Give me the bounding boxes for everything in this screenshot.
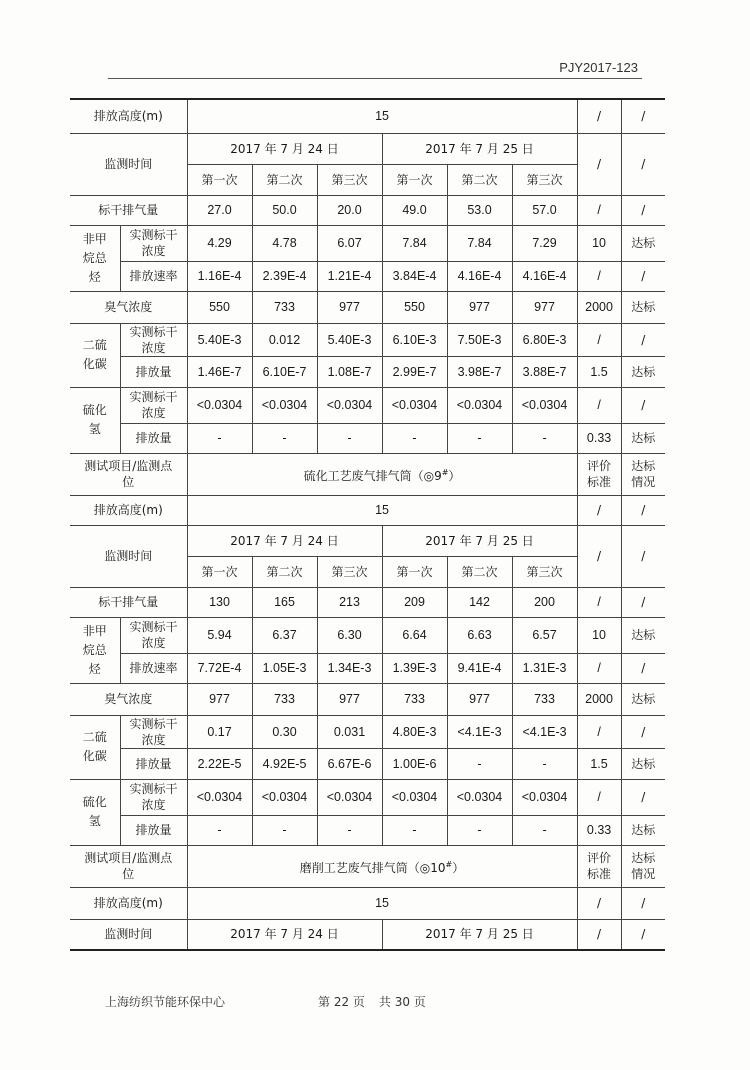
document-code: PJY2017-123 <box>559 60 638 75</box>
odor-value: 977 <box>447 683 512 715</box>
cs2-conc-value: <4.1E-3 <box>447 715 512 748</box>
monitoring-point-mark: # <box>445 859 453 869</box>
odor-value: 977 <box>317 683 382 715</box>
std-dry-flow-value: 142 <box>447 587 512 617</box>
std-dry-flow-label: 标干排气量 <box>70 587 187 617</box>
table-row <box>70 99 665 133</box>
std-dry-flow-value: 20.0 <box>317 195 382 225</box>
nmhc-conc-label: 实测标干浓度 <box>120 225 187 261</box>
cs2-amount-value: - <box>512 748 577 779</box>
cs2-conc-label: 实测标干浓度 <box>120 715 187 748</box>
nmhc-conc-standard: 10 <box>577 617 621 653</box>
odor-value: 733 <box>252 291 317 323</box>
sample-label: 第一次 <box>382 556 447 587</box>
h2s-conc-value: <0.0304 <box>252 779 317 815</box>
nmhc-rate-value: 1.31E-3 <box>512 653 577 683</box>
nmhc-rate-label: 排放速率 <box>120 261 187 291</box>
h2s-conc-value: <0.0304 <box>252 387 317 423</box>
test-item-label: 测试项目/监测点位 <box>70 845 187 887</box>
sample-label: 第三次 <box>512 164 577 195</box>
emission-height-value: 15 <box>187 99 577 133</box>
h2s-amount-value: - <box>512 815 577 845</box>
h2s-amount-value: - <box>252 423 317 453</box>
emission-height-result: / <box>621 99 665 133</box>
test-item-label: 测试项目/监测点位 <box>70 453 187 495</box>
std-dry-flow-result: / <box>621 587 665 617</box>
std-dry-flow-value: 50.0 <box>252 195 317 225</box>
eval-standard-label: 评价标准 <box>577 845 621 887</box>
h2s-conc-value: <0.0304 <box>382 779 447 815</box>
nmhc-rate-value: 1.34E-3 <box>317 653 382 683</box>
cs2-amount-value: 6.67E-6 <box>317 748 382 779</box>
cs2-conc-value: 5.40E-3 <box>317 323 382 356</box>
table-row <box>70 525 665 556</box>
odor-standard: 2000 <box>577 683 621 715</box>
odor-label: 臭气浓度 <box>70 291 187 323</box>
footer-organization: 上海纺织节能环保中心 <box>105 995 226 1009</box>
h2s-amount-result: 达标 <box>621 815 665 845</box>
monitoring-point-name: 磨削工艺废气排气筒（◎10 <box>299 860 446 875</box>
cs2-amount-standard: 1.5 <box>577 748 621 779</box>
footer-page-current: 第 22 页 <box>318 995 365 1009</box>
nmhc-rate-value: 1.39E-3 <box>382 653 447 683</box>
nmhc-label: 非甲烷总烃 <box>70 225 120 291</box>
emission-height-standard: / <box>577 495 621 525</box>
table-row <box>70 919 665 950</box>
table-row <box>70 815 665 845</box>
table-row <box>70 356 665 387</box>
cs2-amount-value: - <box>447 748 512 779</box>
std-dry-flow-value: 27.0 <box>187 195 252 225</box>
sample-label: 第一次 <box>187 556 252 587</box>
h2s-amount-standard: 0.33 <box>577 423 621 453</box>
h2s-conc-value: <0.0304 <box>317 387 382 423</box>
eval-standard-label: 评价标准 <box>577 453 621 495</box>
cs2-amount-label: 排放量 <box>120 748 187 779</box>
cs2-conc-value: 6.80E-3 <box>512 323 577 356</box>
cs2-amount-value: 3.88E-7 <box>512 356 577 387</box>
h2s-amount-value: - <box>317 815 382 845</box>
monitor-date-1: 2017 年 7 月 24 日 <box>187 133 382 164</box>
monitoring-point-title <box>187 845 577 887</box>
cs2-label: 二硫化碳 <box>70 323 120 387</box>
nmhc-rate-standard: / <box>577 653 621 683</box>
h2s-amount-value: - <box>252 815 317 845</box>
std-dry-flow-value: 165 <box>252 587 317 617</box>
sample-label: 第一次 <box>382 164 447 195</box>
monitor-time-result: / <box>621 133 665 195</box>
table-row <box>70 453 665 495</box>
std-dry-flow-value: 209 <box>382 587 447 617</box>
emission-height-value: 15 <box>187 495 577 525</box>
cs2-amount-standard: 1.5 <box>577 356 621 387</box>
nmhc-conc-value: 7.84 <box>447 225 512 261</box>
table-row <box>70 748 665 779</box>
nmhc-rate-value: 1.05E-3 <box>252 653 317 683</box>
cs2-amount-result: 达标 <box>621 748 665 779</box>
footer-page-total: 共 30 页 <box>378 995 426 1009</box>
h2s-conc-value: <0.0304 <box>187 387 252 423</box>
odor-label: 臭气浓度 <box>70 683 187 715</box>
nmhc-rate-value: 3.84E-4 <box>382 261 447 291</box>
sample-label: 第三次 <box>512 556 577 587</box>
cs2-conc-result: / <box>621 715 665 748</box>
std-dry-flow-standard: / <box>577 587 621 617</box>
nmhc-conc-value: 4.78 <box>252 225 317 261</box>
h2s-conc-value: <0.0304 <box>447 387 512 423</box>
nmhc-rate-standard: / <box>577 261 621 291</box>
h2s-amount-label: 排放量 <box>120 423 187 453</box>
cs2-amount-value: 3.98E-7 <box>447 356 512 387</box>
odor-value: 977 <box>512 291 577 323</box>
monitor-date-2: 2017 年 7 月 25 日 <box>382 133 577 164</box>
table-row <box>70 653 665 683</box>
monitor-time-standard: / <box>577 919 621 950</box>
cs2-amount-result: 达标 <box>621 356 665 387</box>
odor-result: 达标 <box>621 683 665 715</box>
h2s-conc-label: 实测标干浓度 <box>120 779 187 815</box>
cs2-conc-value: <4.1E-3 <box>512 715 577 748</box>
footer-page-number <box>318 993 440 1010</box>
table-body <box>70 99 665 950</box>
nmhc-label: 非甲烷总烃 <box>70 617 120 683</box>
h2s-conc-result: / <box>621 779 665 815</box>
nmhc-rate-value: 1.21E-4 <box>317 261 382 291</box>
cs2-label: 二硫化碳 <box>70 715 120 779</box>
nmhc-conc-value: 5.94 <box>187 617 252 653</box>
emission-height-label: 排放高度(m) <box>70 887 187 919</box>
sample-label: 第一次 <box>187 164 252 195</box>
nmhc-rate-value: 2.39E-4 <box>252 261 317 291</box>
std-dry-flow-value: 130 <box>187 587 252 617</box>
nmhc-conc-value: 6.64 <box>382 617 447 653</box>
odor-value: 550 <box>382 291 447 323</box>
h2s-conc-value: <0.0304 <box>512 387 577 423</box>
nmhc-conc-result: 达标 <box>621 617 665 653</box>
monitor-date-2: 2017 年 7 月 25 日 <box>382 525 577 556</box>
cs2-amount-value: 1.00E-6 <box>382 748 447 779</box>
h2s-amount-value: - <box>512 423 577 453</box>
nmhc-conc-value: 4.29 <box>187 225 252 261</box>
odor-result: 达标 <box>621 291 665 323</box>
cs2-conc-value: 5.40E-3 <box>187 323 252 356</box>
cs2-conc-value: 4.80E-3 <box>382 715 447 748</box>
h2s-amount-value: - <box>382 815 447 845</box>
table-row <box>70 845 665 887</box>
sample-label: 第三次 <box>317 556 382 587</box>
h2s-label: 硫化氢 <box>70 387 120 453</box>
h2s-amount-value: - <box>187 423 252 453</box>
odor-value: 733 <box>252 683 317 715</box>
compliance-label: 达标情况 <box>621 845 665 887</box>
h2s-amount-value: - <box>317 423 382 453</box>
nmhc-conc-value: 7.84 <box>382 225 447 261</box>
emission-height-result: / <box>621 887 665 919</box>
table-row <box>70 683 665 715</box>
emission-height-standard: / <box>577 887 621 919</box>
odor-value: 550 <box>187 291 252 323</box>
cs2-conc-value: 6.10E-3 <box>382 323 447 356</box>
cs2-conc-standard: / <box>577 323 621 356</box>
sample-label: 第二次 <box>252 164 317 195</box>
h2s-amount-result: 达标 <box>621 423 665 453</box>
h2s-amount-label: 排放量 <box>120 815 187 845</box>
emission-height-value: 15 <box>187 887 577 919</box>
nmhc-rate-result: / <box>621 261 665 291</box>
h2s-conc-label: 实测标干浓度 <box>120 387 187 423</box>
table-row <box>70 587 665 617</box>
odor-value: 977 <box>187 683 252 715</box>
cs2-amount-value: 4.92E-5 <box>252 748 317 779</box>
h2s-amount-value: - <box>447 423 512 453</box>
h2s-amount-value: - <box>382 423 447 453</box>
table-row <box>70 323 665 356</box>
monitoring-point-close: ） <box>448 468 461 483</box>
h2s-conc-result: / <box>621 387 665 423</box>
monitoring-data-table <box>70 98 665 951</box>
table-row <box>70 261 665 291</box>
nmhc-conc-value: 7.29 <box>512 225 577 261</box>
monitor-time-standard: / <box>577 133 621 195</box>
monitor-time-standard: / <box>577 525 621 587</box>
sample-label: 第二次 <box>447 164 512 195</box>
table-row <box>70 291 665 323</box>
cs2-amount-value: 1.46E-7 <box>187 356 252 387</box>
h2s-amount-value: - <box>187 815 252 845</box>
std-dry-flow-value: 200 <box>512 587 577 617</box>
h2s-conc-value: <0.0304 <box>317 779 382 815</box>
nmhc-conc-value: 6.30 <box>317 617 382 653</box>
odor-standard: 2000 <box>577 291 621 323</box>
std-dry-flow-value: 53.0 <box>447 195 512 225</box>
cs2-amount-value: 2.99E-7 <box>382 356 447 387</box>
cs2-conc-value: 0.012 <box>252 323 317 356</box>
nmhc-conc-result: 达标 <box>621 225 665 261</box>
monitor-time-label: 监测时间 <box>70 919 187 950</box>
std-dry-flow-result: / <box>621 195 665 225</box>
std-dry-flow-value: 49.0 <box>382 195 447 225</box>
h2s-conc-value: <0.0304 <box>382 387 447 423</box>
cs2-conc-standard: / <box>577 715 621 748</box>
h2s-label: 硫化氢 <box>70 779 120 845</box>
monitoring-point-title <box>187 453 577 495</box>
compliance-label: 达标情况 <box>621 453 665 495</box>
h2s-amount-standard: 0.33 <box>577 815 621 845</box>
header-rule <box>108 78 642 79</box>
monitor-time-result: / <box>621 525 665 587</box>
monitoring-table-container <box>70 98 665 951</box>
sample-label: 第三次 <box>317 164 382 195</box>
table-row <box>70 779 665 815</box>
std-dry-flow-label: 标干排气量 <box>70 195 187 225</box>
h2s-conc-standard: / <box>577 387 621 423</box>
sample-label: 第二次 <box>252 556 317 587</box>
odor-value: 977 <box>317 291 382 323</box>
emission-height-label: 排放高度(m) <box>70 99 187 133</box>
nmhc-rate-value: 4.16E-4 <box>512 261 577 291</box>
nmhc-rate-label: 排放速率 <box>120 653 187 683</box>
cs2-amount-value: 2.22E-5 <box>187 748 252 779</box>
cs2-amount-value: 6.10E-7 <box>252 356 317 387</box>
monitor-time-label: 监测时间 <box>70 525 187 587</box>
table-row <box>70 423 665 453</box>
monitor-date-1: 2017 年 7 月 24 日 <box>187 919 382 950</box>
std-dry-flow-standard: / <box>577 195 621 225</box>
std-dry-flow-value: 213 <box>317 587 382 617</box>
table-row <box>70 887 665 919</box>
nmhc-rate-result: / <box>621 653 665 683</box>
emission-height-label: 排放高度(m) <box>70 495 187 525</box>
table-row <box>70 617 665 653</box>
h2s-conc-value: <0.0304 <box>447 779 512 815</box>
table-row <box>70 195 665 225</box>
sample-label: 第二次 <box>447 556 512 587</box>
h2s-amount-value: - <box>447 815 512 845</box>
table-row <box>70 495 665 525</box>
monitor-date-2: 2017 年 7 月 25 日 <box>382 919 577 950</box>
cs2-amount-value: 1.08E-7 <box>317 356 382 387</box>
table-row <box>70 387 665 423</box>
emission-height-standard: / <box>577 99 621 133</box>
nmhc-conc-value: 6.07 <box>317 225 382 261</box>
nmhc-rate-value: 1.16E-4 <box>187 261 252 291</box>
emission-height-result: / <box>621 495 665 525</box>
cs2-conc-label: 实测标干浓度 <box>120 323 187 356</box>
cs2-conc-value: 7.50E-3 <box>447 323 512 356</box>
std-dry-flow-value: 57.0 <box>512 195 577 225</box>
h2s-conc-value: <0.0304 <box>187 779 252 815</box>
nmhc-conc-standard: 10 <box>577 225 621 261</box>
h2s-conc-value: <0.0304 <box>512 779 577 815</box>
nmhc-conc-value: 6.37 <box>252 617 317 653</box>
cs2-amount-label: 排放量 <box>120 356 187 387</box>
nmhc-conc-value: 6.57 <box>512 617 577 653</box>
cs2-conc-value: 0.031 <box>317 715 382 748</box>
table-row <box>70 133 665 164</box>
monitoring-point-close: ） <box>452 860 465 875</box>
odor-value: 733 <box>512 683 577 715</box>
nmhc-rate-value: 9.41E-4 <box>447 653 512 683</box>
monitor-time-result: / <box>621 919 665 950</box>
monitor-time-label: 监测时间 <box>70 133 187 195</box>
nmhc-conc-value: 6.63 <box>447 617 512 653</box>
table-row <box>70 715 665 748</box>
cs2-conc-value: 0.30 <box>252 715 317 748</box>
nmhc-rate-value: 7.72E-4 <box>187 653 252 683</box>
odor-value: 977 <box>447 291 512 323</box>
monitor-date-1: 2017 年 7 月 24 日 <box>187 525 382 556</box>
nmhc-rate-value: 4.16E-4 <box>447 261 512 291</box>
cs2-conc-result: / <box>621 323 665 356</box>
monitoring-point-name: 硫化工艺废气排气筒（◎9 <box>303 468 442 483</box>
h2s-conc-standard: / <box>577 779 621 815</box>
table-row <box>70 225 665 261</box>
cs2-conc-value: 0.17 <box>187 715 252 748</box>
nmhc-conc-label: 实测标干浓度 <box>120 617 187 653</box>
monitoring-point-mark: # <box>441 467 449 477</box>
odor-value: 733 <box>382 683 447 715</box>
